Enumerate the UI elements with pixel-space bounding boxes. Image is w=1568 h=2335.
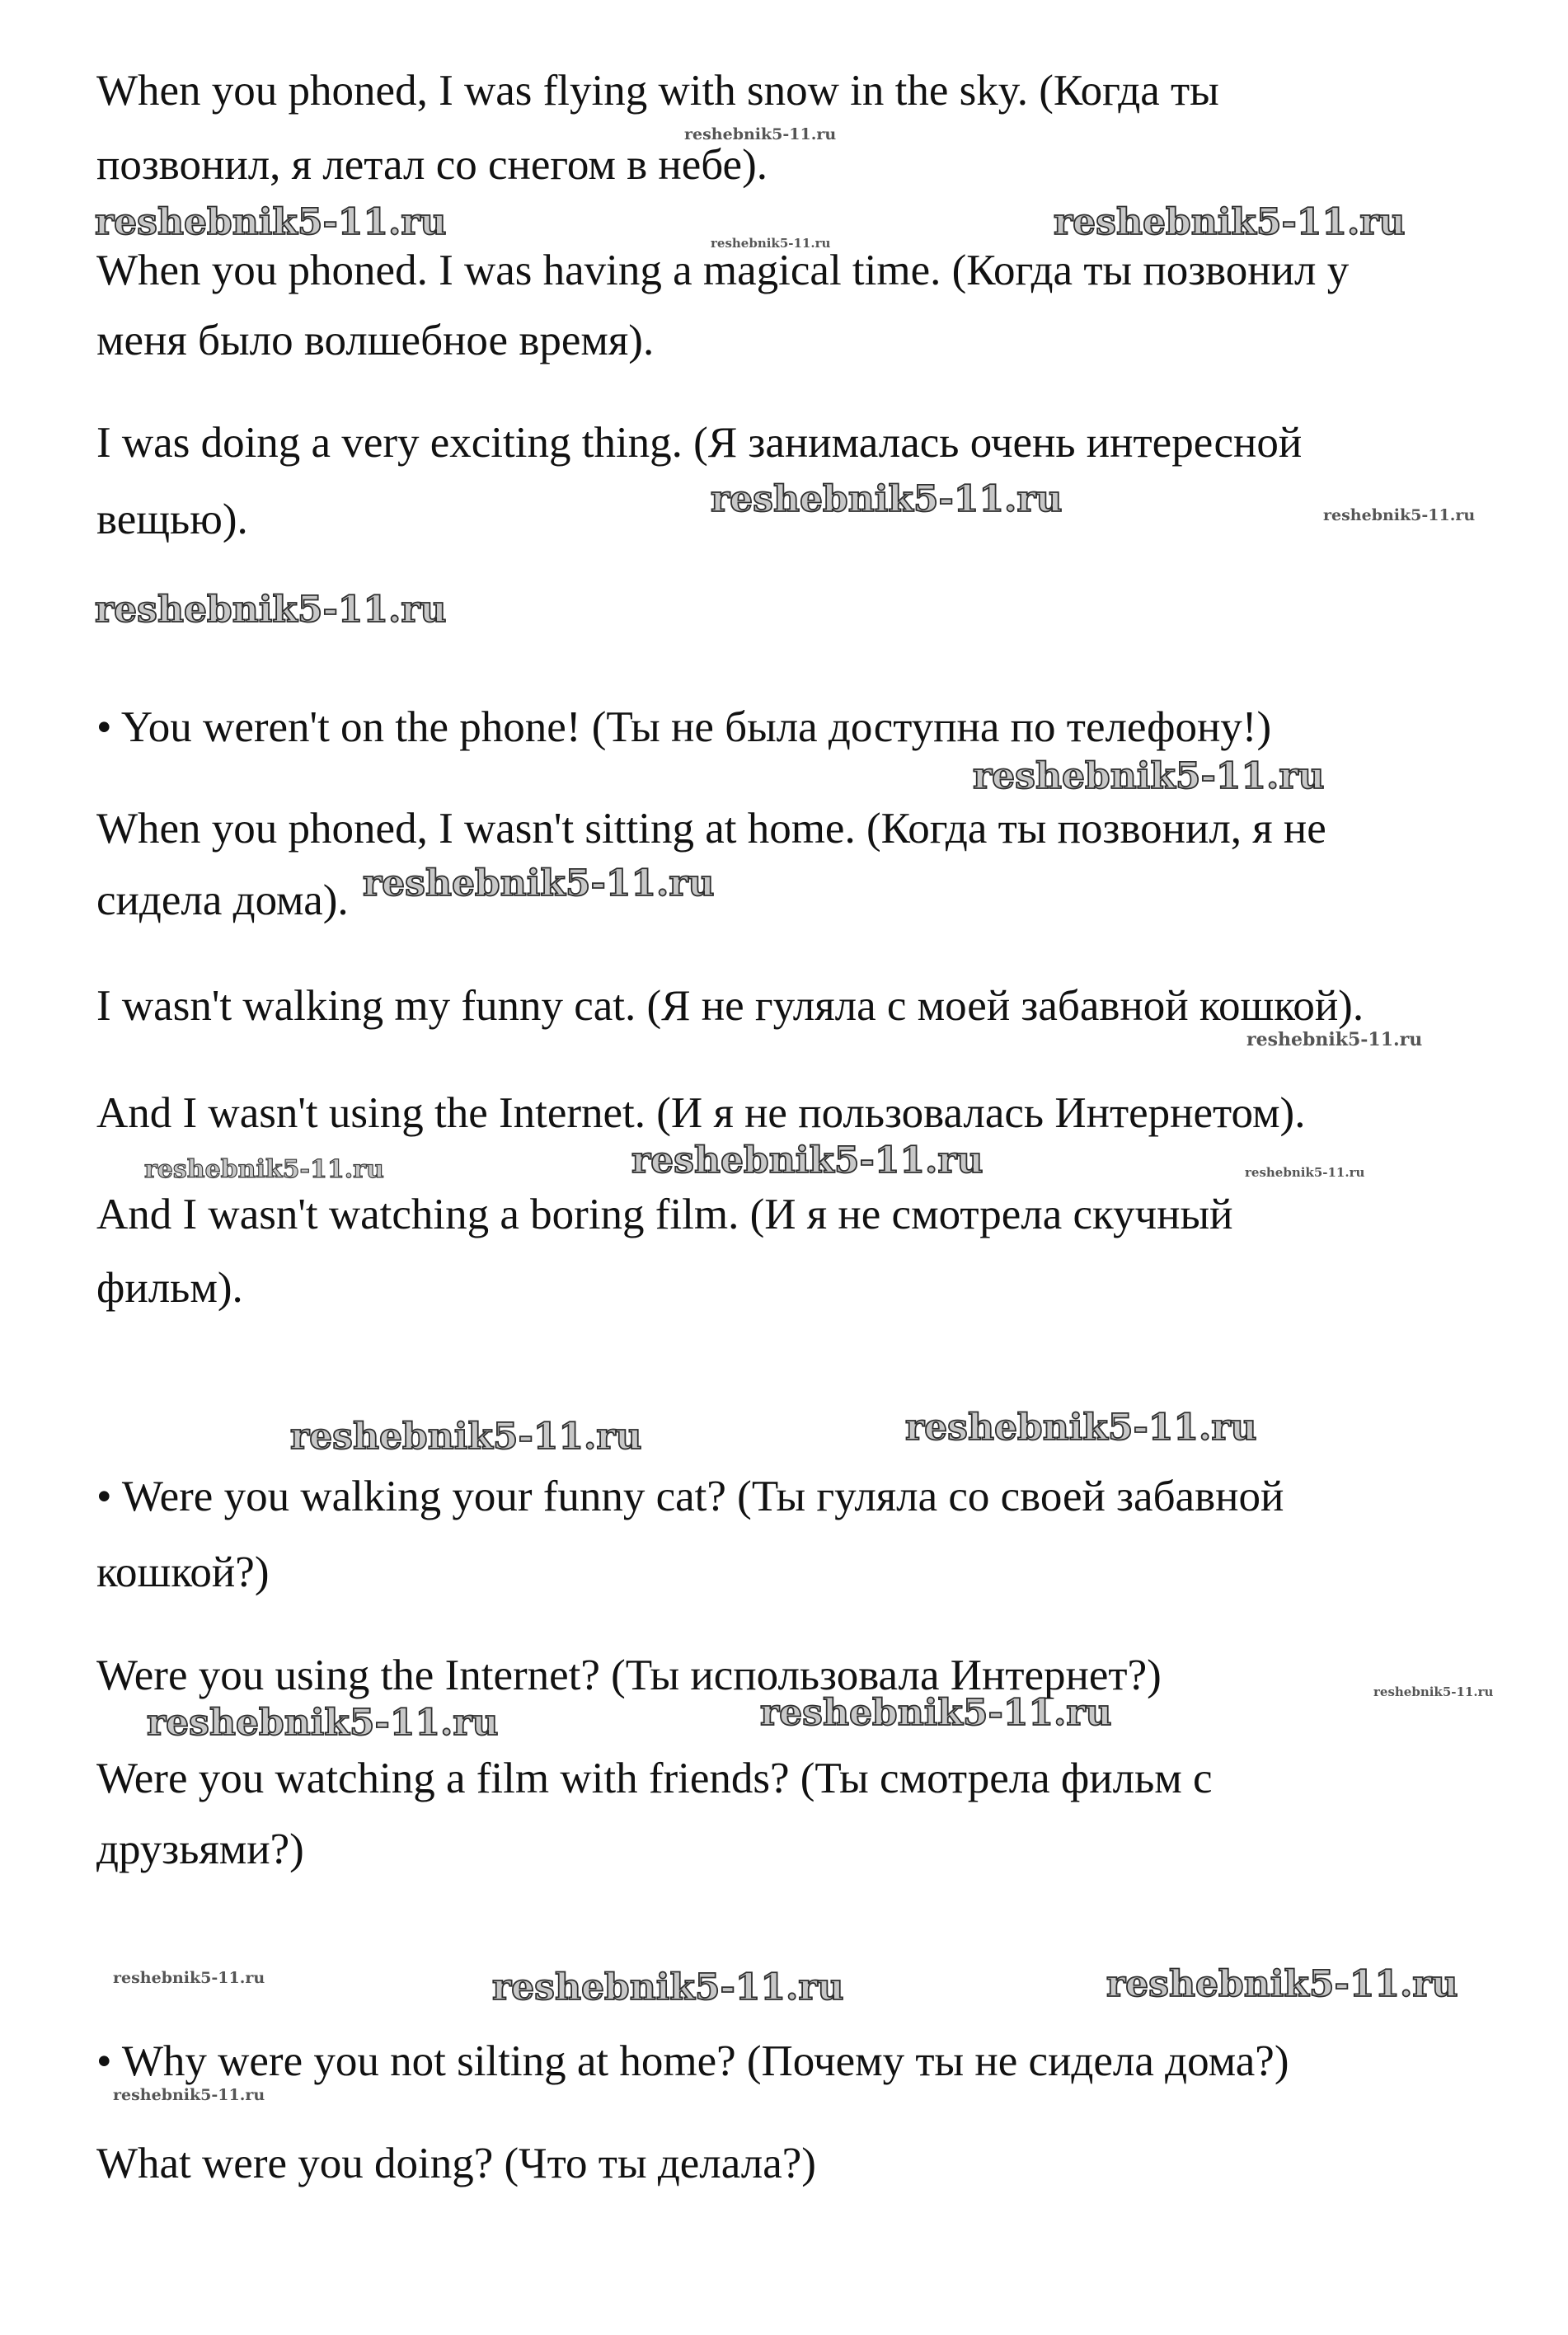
watermark: reshebnik5-11.ru <box>95 201 447 243</box>
text-line: • You weren't on the phone! (Ты не была доступна по телефону!) <box>96 703 1272 751</box>
text-line: сидела дома). <box>96 876 349 924</box>
text-line: When you phoned, I was flying with snow in the sky. (Когда ты <box>96 67 1219 115</box>
watermark: reshebnik5-11.ru <box>973 755 1325 797</box>
watermark: reshebnik5-11.ru <box>492 1966 844 2008</box>
watermark: reshebnik5-11.ru <box>1246 1029 1423 1050</box>
watermark: reshebnik5-11.ru <box>1245 1165 1365 1180</box>
watermark: reshebnik5-11.ru <box>711 236 831 251</box>
watermark: reshebnik5-11.ru <box>95 589 447 631</box>
watermark: reshebnik5-11.ru <box>760 1692 1112 1734</box>
watermark: reshebnik5-11.ru <box>1054 201 1406 243</box>
text-line: And I wasn't using the Internet. (И я не пользовалась Интернетом). <box>96 1089 1306 1137</box>
text-line: What were you doing? (Что ты делала?) <box>96 2140 816 2187</box>
text-line: кошкой?) <box>96 1548 270 1596</box>
watermark: reshebnik5-11.ru <box>1373 1684 1494 1699</box>
text-line: • Why were you not silting at home? (Почему ты не сидела дома?) <box>96 2037 1289 2085</box>
watermark: reshebnik5-11.ru <box>113 1969 265 1987</box>
text-line: When you phoned. I was having a magical time. (Когда ты позвонил у <box>96 247 1350 294</box>
watermark: reshebnik5-11.ru <box>363 862 715 904</box>
text-line: Were you watching a film with friends? (Ты смотрела фильм с <box>96 1755 1213 1802</box>
watermark: reshebnik5-11.ru <box>144 1155 384 1184</box>
text-line: Were you using the Internet? (Ты использовала Интернет?) <box>96 1651 1162 1699</box>
watermark: reshebnik5-11.ru <box>1106 1963 1458 2005</box>
text-line: I was doing a very exciting thing. (Я занималась очень интересной <box>96 419 1303 467</box>
watermark: reshebnik5-11.ru <box>684 125 837 143</box>
watermark: reshebnik5-11.ru <box>113 2086 265 2104</box>
text-line: I wasn't walking my funny cat. (Я не гуляла с моей забавной кошкой). <box>96 982 1364 1030</box>
text-line: позвонил, я летал со снегом в небе). <box>96 141 768 189</box>
watermark: reshebnik5-11.ru <box>147 1702 499 1744</box>
text-line: друзьями?) <box>96 1825 304 1873</box>
text-line: When you phoned, I wasn't sitting at home. (Когда ты позвонил, я не <box>96 805 1326 853</box>
text-line: фильм). <box>96 1264 243 1312</box>
watermark: reshebnik5-11.ru <box>711 478 1063 520</box>
watermark: reshebnik5-11.ru <box>1323 506 1476 524</box>
watermark: reshebnik5-11.ru <box>905 1407 1257 1449</box>
text-line: вещью). <box>96 496 248 543</box>
watermark: reshebnik5-11.ru <box>631 1139 984 1182</box>
text-line: меня было волшебное время). <box>96 317 655 364</box>
text-line: And I wasn't watching a boring film. (И я не смотрела скучный <box>96 1191 1233 1238</box>
text-line: • Were you walking your funny cat? (Ты гуляла со своей забавной <box>96 1473 1284 1520</box>
watermark: reshebnik5-11.ru <box>290 1416 642 1458</box>
